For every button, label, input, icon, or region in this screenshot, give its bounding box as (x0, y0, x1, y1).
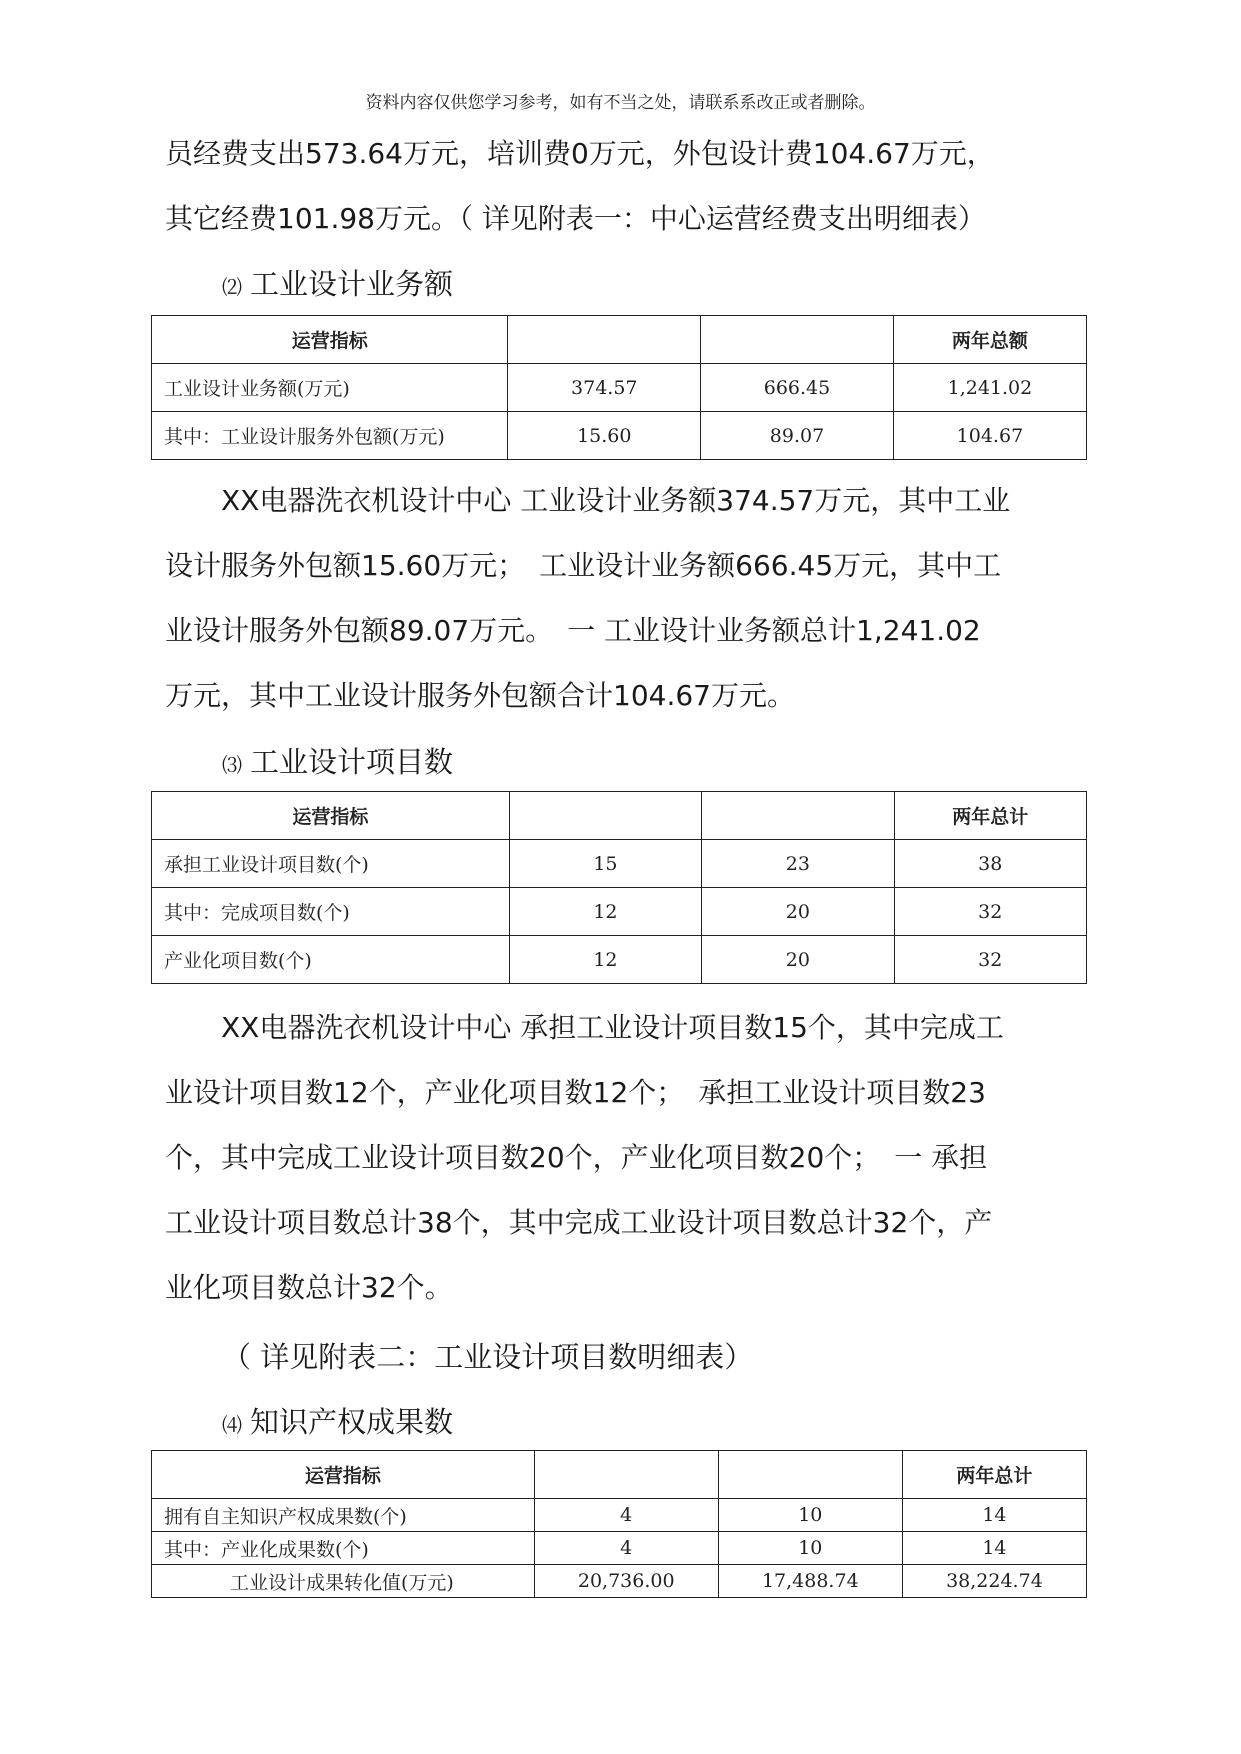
table-row (152, 412, 1087, 460)
project-count-paragraph (165, 995, 1095, 1320)
header-cell (702, 792, 894, 840)
text-line: 业设计项目数12个，产业化项目数12个； 承担工业设计项目数23 (165, 1076, 986, 1109)
appendix-note: （ 详见附表二：工业设计项目数明细表） (222, 1340, 754, 1374)
row-label: 工业设计成果转化值(万元) (152, 1565, 535, 1598)
text-line: XX电器洗衣机设计中心 工业设计业务额374.57万元，其中工业 (221, 484, 1011, 517)
section-title: 工业设计项目数 (250, 745, 454, 779)
cell-value: 38,224.74 (902, 1565, 1086, 1598)
cell-value: 4 (534, 1532, 718, 1565)
cell-value: 1,241.02 (893, 364, 1086, 412)
ip-results-table (151, 1450, 1087, 1598)
cell-value: 20,736.00 (534, 1565, 718, 1598)
cell-value: 38 (894, 840, 1086, 888)
table-row (152, 1565, 1087, 1598)
text-line: 万元，其中工业设计服务外包额合计104.67万元。 (165, 679, 795, 712)
text-line: 设计服务外包额15.60万元； 工业设计业务额666.45万元，其中工 (165, 549, 1002, 582)
cell-value: 374.57 (508, 364, 701, 412)
cell-value: 89.07 (701, 412, 894, 460)
row-label: 其中：完成项目数(个) (152, 888, 510, 936)
row-label: 拥有自主知识产权成果数(个) (152, 1499, 535, 1532)
header-cell (701, 316, 894, 364)
cell-value: 14 (902, 1499, 1086, 1532)
header-cell: 运营指标 (152, 1451, 535, 1499)
cell-value: 4 (534, 1499, 718, 1532)
header-note: 资料内容仅供您学习参考，如有不当之处，请联系系改正或者删除。 (365, 93, 876, 113)
row-label: 工业设计业务额(万元) (152, 364, 508, 412)
cell-value: 20 (702, 888, 894, 936)
cell-value: 666.45 (701, 364, 894, 412)
table-row (152, 364, 1087, 412)
cell-value: 10 (718, 1499, 902, 1532)
row-label: 承担工业设计项目数(个) (152, 840, 510, 888)
header-cell: 运营指标 (152, 316, 508, 364)
project-count-table (151, 791, 1087, 984)
table-row (152, 1532, 1087, 1565)
cell-value: 15.60 (508, 412, 701, 460)
row-label: 产业化项目数(个) (152, 936, 510, 984)
section-heading (222, 1400, 453, 1441)
text-line: 员经费支出573.64万元，培训费0万元，外包设计费104.67万元， (165, 137, 995, 170)
section-title: 知识产权成果数 (250, 1405, 454, 1439)
cell-value: 12 (509, 888, 701, 936)
header-cell (718, 1451, 902, 1499)
business-amount-table (151, 315, 1087, 460)
cell-value: 10 (718, 1532, 902, 1565)
header-cell (509, 792, 701, 840)
cell-value: 14 (902, 1532, 1086, 1565)
section-heading (222, 740, 453, 781)
cell-value: 104.67 (893, 412, 1086, 460)
text-line: 工业设计项目数总计38个，其中完成工业设计项目数总计32个，产 (165, 1206, 993, 1239)
section-heading (222, 262, 453, 303)
table-row (152, 888, 1087, 936)
section-number: ⑷ (222, 1413, 242, 1437)
row-label: 其中：产业化成果数(个) (152, 1532, 535, 1565)
header-cell (534, 1451, 718, 1499)
cell-value: 12 (509, 936, 701, 984)
cell-value: 15 (509, 840, 701, 888)
cell-value: 20 (702, 936, 894, 984)
text-line: 业化项目数总计32个。 (165, 1271, 453, 1304)
table-row (152, 840, 1087, 888)
table-header-row (152, 1451, 1087, 1499)
text-line: 业设计服务外包额89.07万元。 一 工业设计业务额总计1,241.02 (165, 614, 981, 647)
text-line: XX电器洗衣机设计中心 承担工业设计项目数15个，其中完成工 (221, 1011, 1004, 1044)
section-title: 工业设计业务额 (250, 267, 454, 301)
table-row (152, 1499, 1087, 1532)
table-row (152, 936, 1087, 984)
text-line: 其它经费101.98万元。（ 详见附表一：中心运营经费支出明细表） (165, 202, 986, 235)
cell-value: 17,488.74 (718, 1565, 902, 1598)
cell-value: 32 (894, 888, 1086, 936)
section-number: ⑵ (222, 275, 242, 299)
header-cell (508, 316, 701, 364)
cell-value: 32 (894, 936, 1086, 984)
intro-paragraph (165, 121, 1095, 251)
table-header-row (152, 792, 1087, 840)
header-cell: 两年总额 (893, 316, 1086, 364)
header-cell: 两年总计 (894, 792, 1086, 840)
section-number: ⑶ (222, 753, 242, 777)
header-cell: 两年总计 (902, 1451, 1086, 1499)
header-cell: 运营指标 (152, 792, 510, 840)
text-line: 个，其中完成工业设计项目数20个，产业化项目数20个； 一 承担 (165, 1141, 988, 1174)
cell-value: 23 (702, 840, 894, 888)
row-label: 其中：工业设计服务外包额(万元) (152, 412, 508, 460)
table-header-row (152, 316, 1087, 364)
business-amount-paragraph (165, 468, 1095, 728)
